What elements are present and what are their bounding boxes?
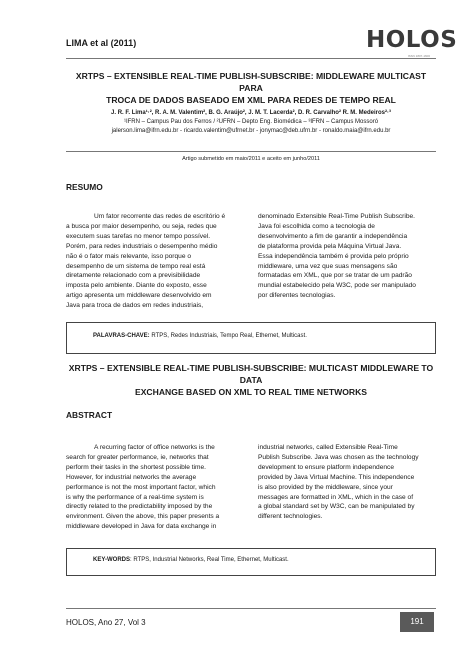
holos-logo — [366, 27, 458, 53]
keywords-label: KEY-WORDS — [93, 557, 131, 563]
title-en-line-2: EXCHANGE BASED ON XML TO REAL TIME NETWORKS — [134, 387, 368, 397]
title-english — [66, 362, 436, 398]
palavras-chave-label: PALAVRAS-CHAVE: — [93, 333, 150, 339]
abstract-left-line: environment. Given the above, this paper presents a — [66, 513, 220, 521]
resumo-left-line: a busca por maior desempenho, ou seja, redes que — [66, 222, 217, 230]
resumo-right-line: desenvolvimento a fim de garantir a independência — [258, 232, 408, 240]
resumo-left-line: desempenho de um sistema de tempo real está — [66, 262, 206, 270]
title-pt-line-1: XRTPS – EXTENSIBLE REAL-TIME PUBLISH-SUBSCRIBE: MIDDLEWARE MULTICAST PARA — [75, 71, 427, 93]
abstract-right-line: is also provided by the middleware, since your — [258, 483, 393, 491]
abstract-left-line: search for greater performance, ie, networks that — [66, 453, 209, 461]
abstract-right-line: messages are formatted in XML, which in the case of — [258, 493, 414, 501]
abstract-left-line: A recurring factor of office networks is the — [94, 444, 215, 451]
resumo-left-line: artigo apresenta um middleware desenvolvido em — [66, 292, 212, 300]
resumo-heading: RESUMO — [66, 182, 103, 192]
author-emails: jalerson.lima@ifrn.edu.br - ricardo.valentim@ufrnet.br - jonymac@deb.ufrn.br - ronaldo.maia@ifrn.edu.br — [111, 128, 391, 134]
resumo-right-line: formatadas em XML, que por se tratar de um padrão — [258, 272, 412, 280]
resumo-right-line: Essa independência também é provida pelo próprio — [258, 252, 409, 260]
footer-journal: HOLOS, Ano 27, Vol 3 — [66, 618, 146, 627]
resumo-left-line: Porém, para redes industriais o desempenho médio — [66, 242, 218, 250]
keywords-text: : RTPS, Industrial Networks, Real Time, Ethernet, Multicast. — [130, 557, 289, 563]
title-portuguese — [66, 70, 436, 106]
keywords-line — [93, 557, 289, 563]
page-number: 191 — [400, 612, 434, 632]
resumo-left-line: Java para troca de dados em redes industriais, — [66, 302, 204, 310]
resumo-left-line: executem suas tarefas no menor tempo possível. — [66, 232, 211, 240]
resumo-right-line: mundial estabelecido pela W3C, pode ser manipulado — [258, 282, 416, 290]
palavras-chave-text: RTPS, Redes Industriais, Tempo Real, Ethernet, Multicast. — [151, 333, 307, 339]
abstract-left-line: directly related to the predictability imposed by the — [66, 503, 213, 511]
abstract-heading: ABSTRACT — [66, 410, 113, 420]
header-rule — [66, 58, 436, 59]
palavras-chave-box — [66, 322, 436, 354]
submission-note: Artigo submetido em maio/2011 e aceito em junho/2011 — [182, 156, 320, 162]
abstract-left-line: perform their tasks in the shortest possible time. — [66, 463, 206, 471]
author-block — [66, 109, 436, 136]
resumo-right-column — [258, 212, 434, 301]
abstract-left-line: However, for industrial networks the average — [66, 473, 197, 481]
resumo-right-line: por diferentes tecnologias. — [258, 292, 336, 300]
footer-rule — [66, 608, 436, 609]
resumo-right-line: denominado Extensible Real-Time Publish Subscribe. — [258, 213, 415, 220]
abstract-right-line: development to ensure platform independence — [258, 463, 394, 471]
resumo-left-line: diretamente relacionado com a previsibilidade — [66, 272, 201, 280]
logo-subtitle: ISSN 1807-1600 — [407, 54, 430, 58]
title-en-line-1: XRTPS – EXTENSIBLE REAL-TIME PUBLISH-SUBSCRIBE: MULTICAST MIDDLEWARE TO DATA — [68, 363, 434, 385]
abstract-right-line: Publish Subscribe. Java was chosen as the technology — [258, 453, 419, 461]
abstract-right-line: different technologies. — [258, 513, 323, 521]
resumo-left-column — [66, 212, 242, 311]
authors-rule — [66, 151, 436, 152]
resumo-left-line: imposta pelo ambiente. Diante do exposto, esse — [66, 282, 207, 290]
author-names: J. R. F. Lima¹·², R. A. M. Valentim², B. G. Araújo², J. M. T. Lacerda², D. R. Carvalho² R. M. Medeiros²·³ — [111, 110, 391, 116]
resumo-right-line: de plataforma provida pela Máquina Virtual Java. — [258, 242, 402, 250]
resumo-right-line: middleware, uma vez que suas mensagens são — [258, 262, 398, 270]
abstract-right-line: provided by Java Virtual Machine. This independence — [258, 473, 415, 481]
resumo-left-line: Um fator recorrente das redes de escritório é — [94, 213, 226, 220]
abstract-right-line: industrial networks, called Extensible Real-Time — [258, 444, 398, 451]
palavras-chave-line — [93, 333, 307, 339]
author-affiliation: ¹IFRN – Campus Pau dos Ferros / ²UFRN – Depto Eng. Biomédica – ³IFRN – Campus Mossoró — [123, 119, 379, 125]
abstract-left-column — [66, 443, 242, 532]
abstract-right-column — [258, 443, 434, 522]
resumo-right-line: Java foi escolhida como a tecnologia de — [258, 222, 375, 230]
keywords-box — [66, 548, 436, 576]
abstract-left-line: performance is not the most important factor, which — [66, 483, 216, 491]
abstract-left-line: middleware developed in Java for data exchange in — [66, 523, 217, 531]
abstract-right-line: a global standard set by W3C, can be manipulated by — [258, 503, 415, 511]
title-pt-line-2: TROCA DE DADOS BASEADO EM XML PARA REDES DE TEMPO REAL — [106, 95, 396, 105]
resumo-left-line: não é o fator mais relevante, isso porque o — [66, 252, 191, 260]
running-head: LIMA et al (2011) — [66, 38, 137, 48]
abstract-left-line: is why the performance of a real-time system is — [66, 493, 204, 501]
logo-text: HOLOS — [366, 27, 458, 53]
